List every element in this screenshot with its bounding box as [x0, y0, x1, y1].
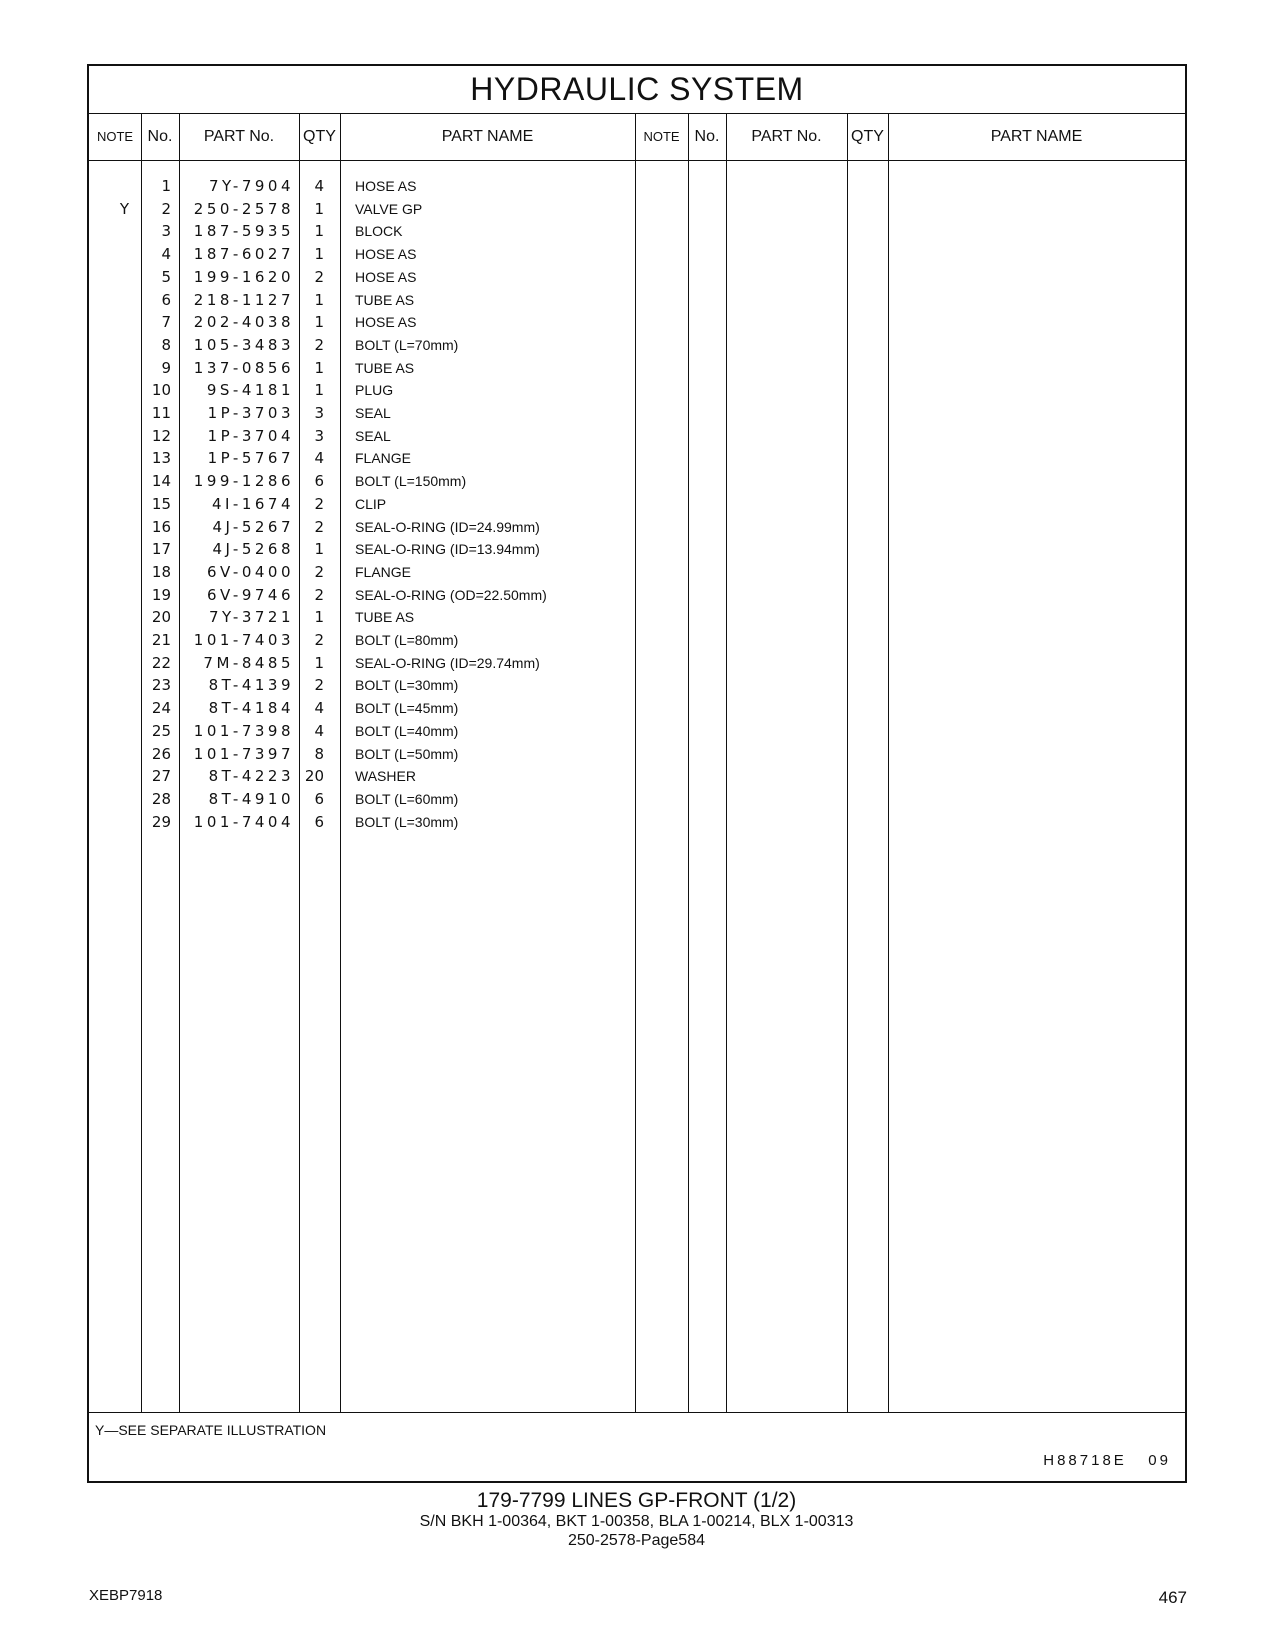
- row-part-name: FLANGE: [355, 563, 412, 580]
- header-qty-right: QTY: [851, 128, 884, 145]
- row-number: 23: [151, 676, 171, 695]
- row-part-name: TUBE AS: [355, 359, 415, 376]
- row-part-name: CLIP: [355, 495, 387, 512]
- row-quantity: 1: [314, 199, 324, 218]
- row-part-number: 7Y-7904: [208, 177, 294, 195]
- row-part-name: BOLT (L=40mm): [355, 722, 459, 739]
- row-number: 7: [161, 313, 171, 332]
- table-row: [89, 447, 1185, 470]
- caption-page-ref: 250-2578-Page584: [567, 1532, 705, 1549]
- row-quantity: 2: [314, 517, 324, 536]
- row-part-number: 4I-1674: [211, 494, 294, 513]
- row-part-name: SEAL: [355, 427, 391, 444]
- row-quantity: 8: [314, 744, 324, 763]
- row-quantity: 3: [314, 404, 324, 422]
- row-number: 3: [161, 222, 171, 241]
- table-row: [89, 198, 1185, 221]
- row-part-name: HOSE AS: [355, 246, 417, 263]
- table-row: [89, 402, 1185, 425]
- row-part-name: WASHER: [355, 768, 416, 785]
- drawing-code: H88718E 09: [1043, 1452, 1171, 1469]
- row-quantity: 1: [314, 290, 324, 309]
- row-quantity: 6: [314, 789, 324, 808]
- row-quantity: 2: [314, 562, 324, 581]
- row-number: 27: [151, 767, 171, 786]
- row-part-name: SEAL-O-RING (OD=22.50mm): [355, 586, 547, 603]
- row-quantity: 1: [314, 540, 324, 559]
- row-quantity: 4: [314, 721, 324, 740]
- row-quantity: 2: [314, 267, 324, 286]
- row-part-number: 218-1127: [193, 290, 294, 309]
- document-id: XEBP7918: [89, 1587, 163, 1604]
- row-part-number: 4J-5267: [212, 517, 294, 536]
- row-part-number: 105-3483: [193, 335, 294, 354]
- row-part-number: 187-5935: [193, 222, 294, 241]
- row-number: 16: [151, 517, 171, 536]
- row-part-name: BOLT (L=80mm): [355, 632, 459, 648]
- table-row: [89, 720, 1185, 743]
- header-part-name-left: PART NAME: [441, 128, 534, 145]
- row-quantity: 1: [314, 313, 324, 332]
- row-part-number: 8T-4223: [208, 767, 294, 786]
- row-part-name: BOLT (L=45mm): [355, 700, 459, 717]
- table-row: [89, 334, 1185, 357]
- row-number: 1: [161, 177, 171, 195]
- header-no-right: No.: [694, 128, 720, 145]
- row-part-number: 8T-4184: [208, 699, 294, 718]
- row-number: 18: [151, 562, 171, 581]
- header-part-no-left: PART No.: [203, 128, 275, 145]
- row-quantity: 6: [314, 812, 324, 831]
- footnote: Y—SEE SEPARATE ILLUSTRATION: [95, 1422, 327, 1438]
- row-part-number: 187-6027: [193, 245, 294, 264]
- table-row: [89, 289, 1185, 312]
- row-part-number: 6V-9746: [206, 585, 294, 604]
- row-number: 4: [161, 245, 171, 264]
- table-row: [89, 606, 1185, 629]
- row-part-number: 101-7398: [193, 721, 294, 740]
- row-number: 5: [161, 267, 171, 286]
- row-part-number: 101-7404: [193, 812, 294, 831]
- table-row: [89, 266, 1185, 289]
- row-part-number: 101-7403: [193, 631, 294, 649]
- table-row: [89, 811, 1185, 834]
- row-part-number: 7Y-3721: [208, 608, 294, 627]
- row-part-number: 1P-5767: [207, 449, 294, 468]
- header-part-no-right: PART No.: [751, 128, 822, 145]
- row-number: 10: [151, 381, 171, 400]
- row-part-number: 202-4038: [193, 313, 294, 332]
- row-part-number: 9S-4181: [206, 381, 294, 400]
- header-qty-left: QTY: [303, 128, 336, 145]
- row-number: 14: [151, 472, 171, 491]
- row-part-name: BOLT (L=70mm): [355, 336, 459, 353]
- row-part-name: VALVE GP: [355, 200, 423, 217]
- parts-table-frame: [87, 64, 1187, 1483]
- table-row: [89, 561, 1185, 584]
- row-part-number: 250-2578: [193, 199, 294, 218]
- row-part-number: 199-1620: [193, 267, 294, 286]
- row-number: 17: [151, 540, 171, 559]
- row-number: 9: [161, 358, 171, 377]
- row-quantity: 4: [314, 177, 324, 195]
- row-number: 6: [161, 290, 171, 309]
- row-part-name: BOLT (L=150mm): [355, 473, 467, 490]
- row-part-number: 199-1286: [193, 472, 294, 491]
- row-number: 12: [151, 426, 171, 445]
- row-part-number: 137-0856: [193, 358, 294, 377]
- header-part-name-right: PART NAME: [990, 128, 1083, 145]
- table-row: [89, 697, 1185, 720]
- table-row: [89, 629, 1185, 652]
- table-row: [89, 765, 1185, 788]
- row-part-name: SEAL-O-RING (ID=24.99mm): [355, 518, 540, 535]
- row-part-name: BOLT (L=60mm): [355, 790, 459, 807]
- table-row: [89, 379, 1185, 402]
- row-part-number: 101-7397: [193, 744, 294, 763]
- row-part-name: HOSE AS: [355, 178, 417, 194]
- row-quantity: 6: [314, 472, 324, 491]
- row-part-number: 8T-4139: [208, 676, 294, 695]
- caption-serials: S/N BKH 1-00364, BKT 1-00358, BLA 1-00214, BLX 1-00313: [419, 1513, 854, 1530]
- row-quantity: 1: [314, 222, 324, 241]
- table-row: [89, 743, 1185, 766]
- row-part-name: TUBE AS: [355, 291, 415, 308]
- row-quantity: 4: [314, 699, 324, 718]
- table-row: [89, 538, 1185, 561]
- row-quantity: 1: [314, 358, 324, 377]
- row-quantity: 1: [314, 653, 324, 672]
- row-number: 2: [161, 199, 171, 218]
- row-number: 20: [151, 608, 171, 627]
- row-part-number: 1P-3704: [207, 426, 294, 445]
- table-row: [89, 652, 1185, 675]
- row-note: Y: [119, 199, 129, 218]
- row-number: 28: [151, 789, 171, 808]
- table-row: [89, 243, 1185, 266]
- row-number: 11: [151, 404, 171, 422]
- row-number: 15: [151, 494, 171, 513]
- row-quantity: 1: [314, 381, 324, 400]
- section-title: HYDRAULIC SYSTEM: [89, 66, 1185, 114]
- row-quantity: 20: [304, 767, 324, 786]
- row-number: 22: [151, 653, 171, 672]
- row-number: 26: [151, 744, 171, 763]
- row-part-name: HOSE AS: [355, 314, 417, 331]
- row-part-name: BOLT (L=50mm): [355, 745, 459, 762]
- page-number: 467: [1158, 1588, 1187, 1607]
- row-quantity: 2: [314, 676, 324, 695]
- row-quantity: 4: [314, 449, 324, 468]
- row-part-number: 8T-4910: [208, 789, 294, 808]
- row-part-number: 7M-8485: [203, 653, 294, 672]
- row-number: 24: [151, 699, 171, 718]
- row-part-number: 4J-5268: [212, 540, 294, 559]
- row-part-name: FLANGE: [355, 450, 412, 467]
- row-part-name: BOLT (L=30mm): [355, 677, 459, 694]
- table-bottom-rule: [89, 1412, 1185, 1413]
- row-number: 25: [151, 721, 171, 740]
- row-part-number: 6V-0400: [206, 562, 294, 581]
- row-part-name: BLOCK: [355, 223, 403, 240]
- header-no-left: No.: [147, 128, 173, 145]
- row-quantity: 1: [314, 245, 324, 264]
- caption-title: 179-7799 LINES GP-FRONT (1/2): [476, 1489, 797, 1512]
- table-row: [89, 493, 1185, 516]
- row-quantity: 2: [314, 585, 324, 604]
- row-part-name: SEAL-O-RING (ID=29.74mm): [355, 654, 540, 671]
- row-number: 8: [161, 335, 171, 354]
- row-part-name: SEAL: [355, 405, 391, 421]
- table-row: [89, 516, 1185, 539]
- table-row: [89, 470, 1185, 493]
- row-quantity: 1: [314, 608, 324, 627]
- table-row: [89, 311, 1185, 334]
- row-quantity: 3: [314, 426, 324, 445]
- row-part-name: BOLT (L=30mm): [355, 813, 459, 830]
- row-part-name: HOSE AS: [355, 268, 417, 285]
- row-quantity: 2: [314, 494, 324, 513]
- table-row: [89, 788, 1185, 811]
- table-row: [89, 674, 1185, 697]
- table-row: [89, 584, 1185, 607]
- row-number: 29: [151, 812, 171, 831]
- table-row: [89, 220, 1185, 243]
- header-note-left: NOTE: [96, 129, 134, 144]
- table-header: [89, 113, 1185, 161]
- row-quantity: 2: [314, 631, 324, 649]
- row-part-name: SEAL-O-RING (ID=13.94mm): [355, 541, 540, 558]
- table-row: [89, 175, 1185, 198]
- row-part-name: PLUG: [355, 382, 394, 399]
- row-part-number: 1P-3703: [207, 404, 294, 422]
- row-part-name: TUBE AS: [355, 609, 415, 626]
- row-number: 21: [151, 631, 171, 649]
- table-row: [89, 357, 1185, 380]
- header-note-right: NOTE: [643, 129, 680, 144]
- table-row: [89, 425, 1185, 448]
- row-number: 19: [151, 585, 171, 604]
- row-number: 13: [151, 449, 171, 468]
- row-quantity: 2: [314, 335, 324, 354]
